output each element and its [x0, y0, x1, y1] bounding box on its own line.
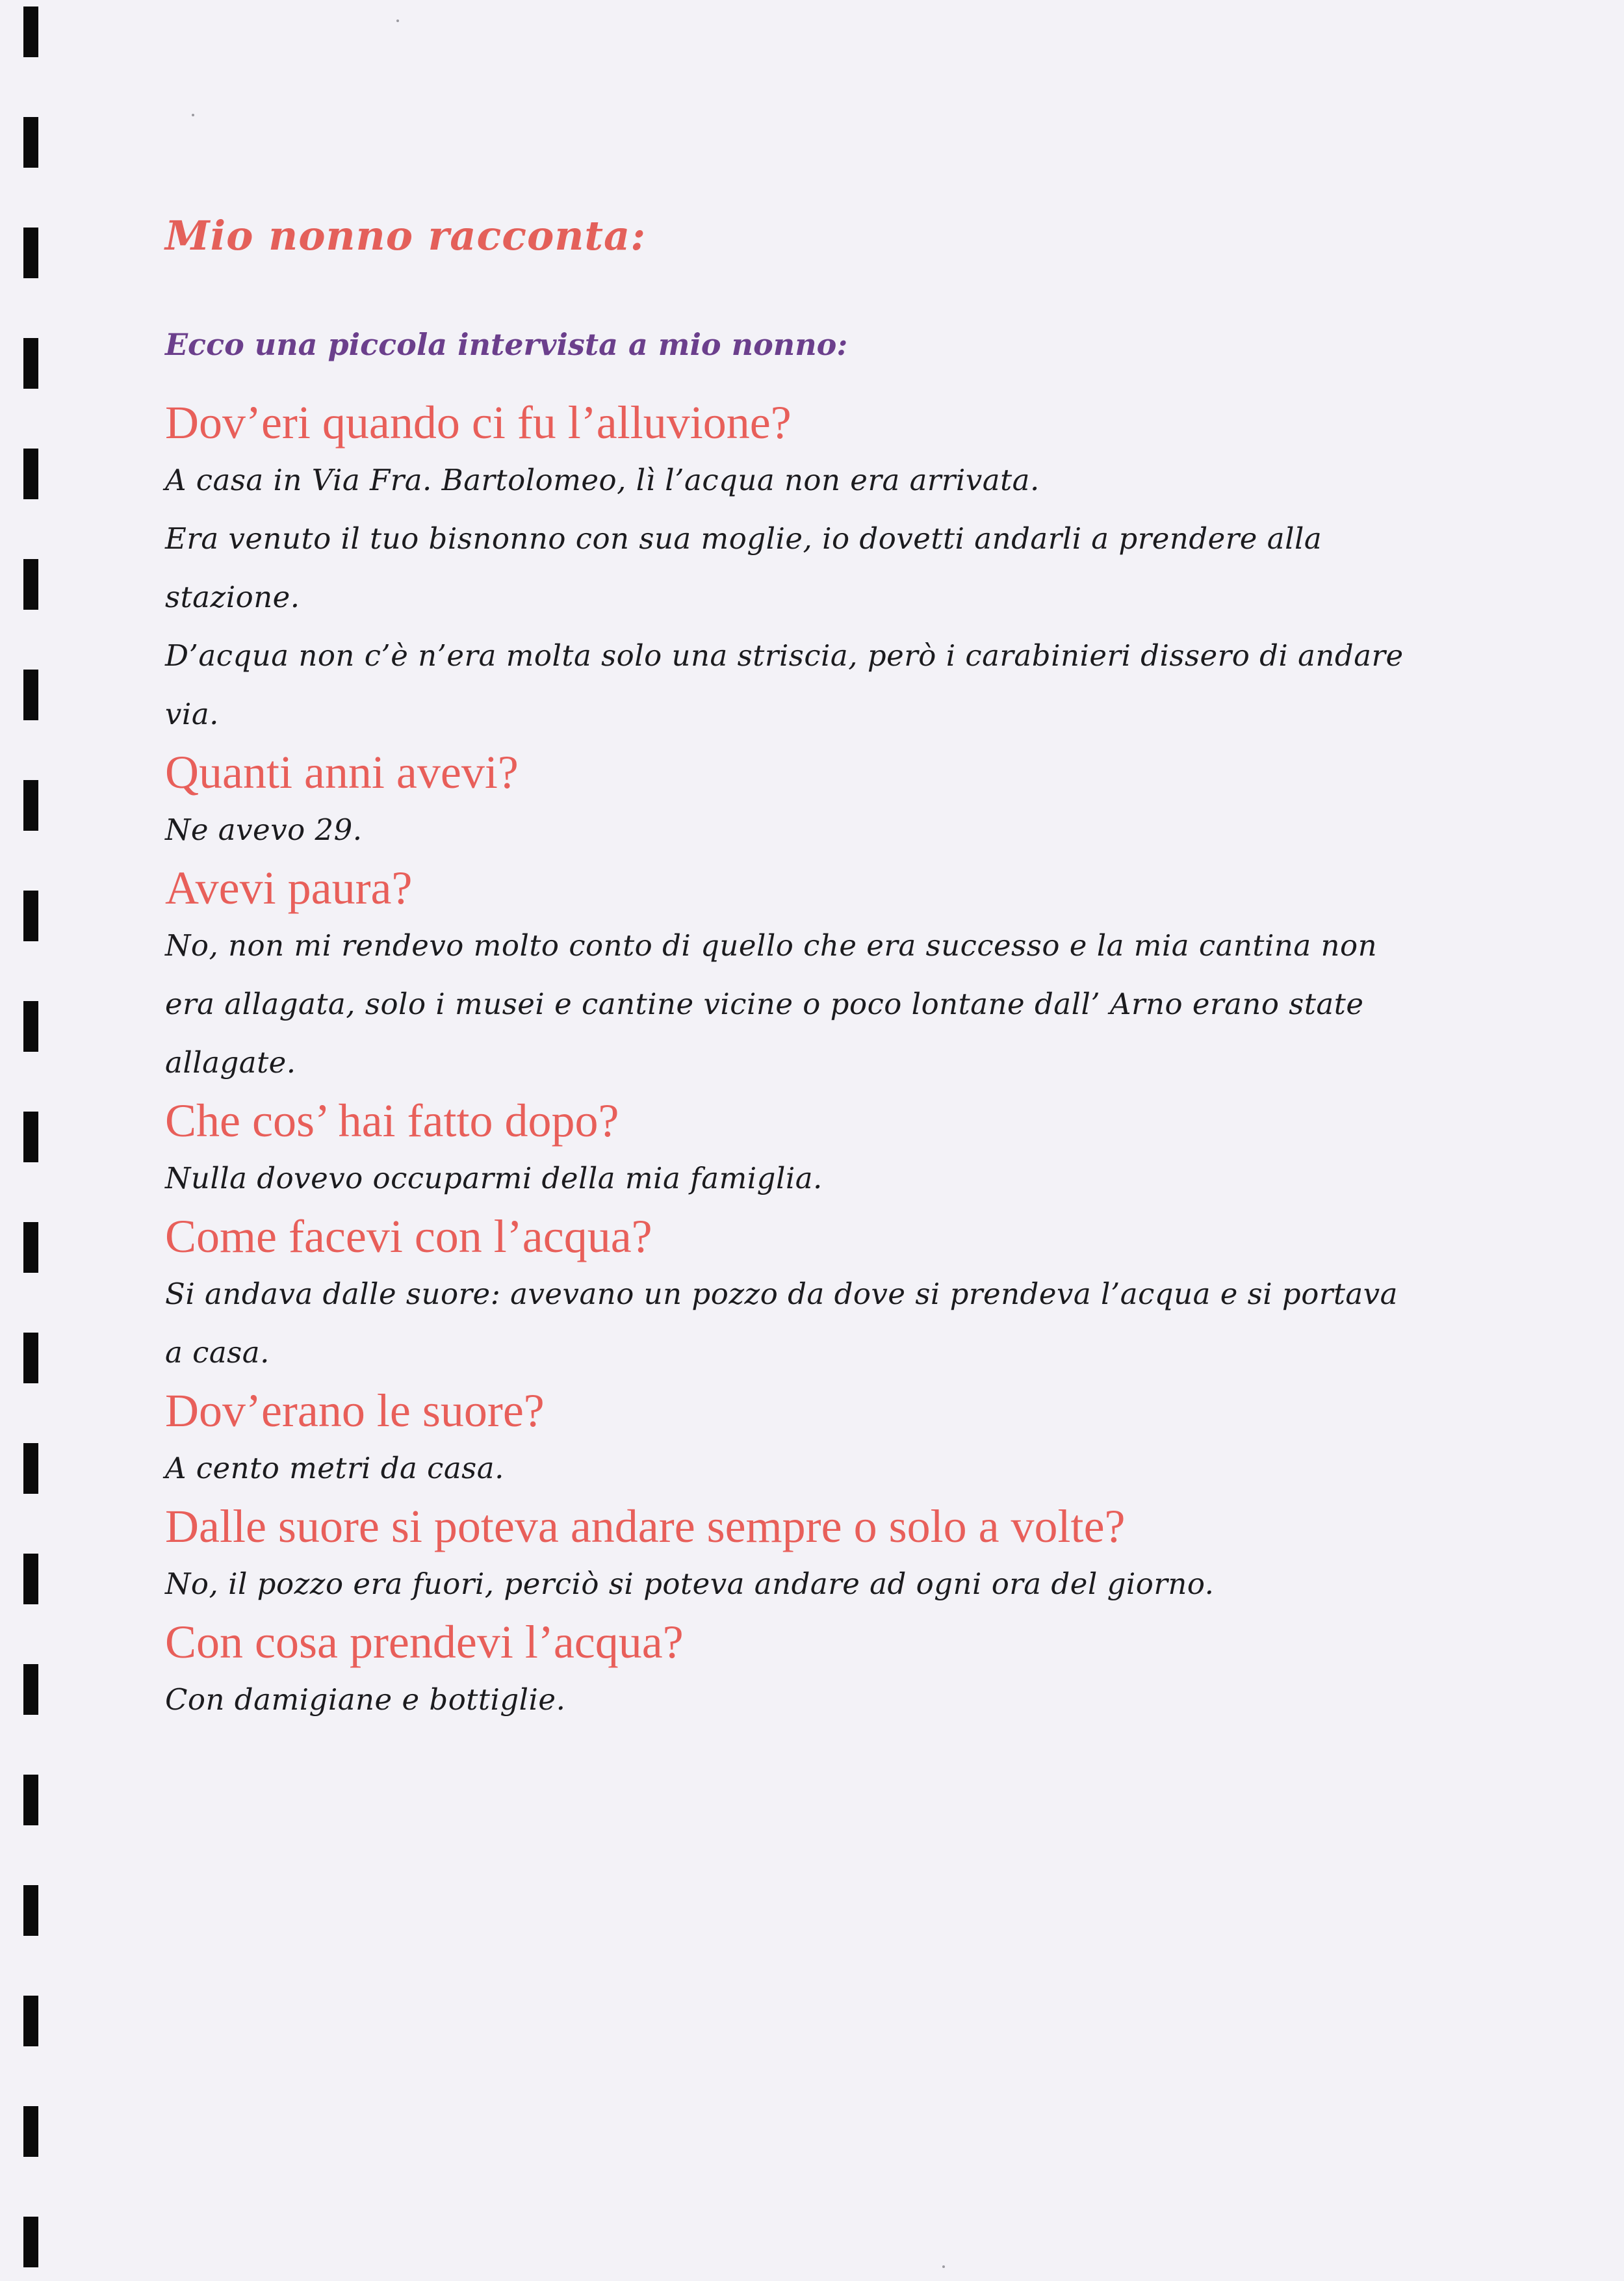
binding-hole	[23, 1222, 38, 1273]
qa-item	[165, 1208, 1497, 1382]
answer-line: A casa in Via Fra. Bartolomeo, lì l’acqua non era arrivata.	[165, 463, 1040, 497]
answer-line: No, il pozzo era fuori, perciò si poteva andare ad ogni ora del giorno.	[165, 1567, 1215, 1601]
paper-speck	[192, 114, 194, 116]
page-subtitle: Ecco una piccola intervista a mio nonno:	[165, 327, 848, 362]
qa-item	[165, 1382, 1497, 1498]
binding-hole	[23, 2217, 38, 2267]
answer-line: No, non mi rendevo molto conto di quello che era successo e la mia cantina non	[165, 928, 1378, 963]
answer-line: Era venuto il tuo bisnonno con sua moglie, io dovetti andarli a prendere alla	[165, 521, 1322, 556]
answer-line: via.	[165, 697, 219, 731]
binding-hole	[23, 1885, 38, 1936]
question: Quanti anni avevi?	[165, 746, 519, 798]
qa-item	[165, 859, 1497, 1092]
question: Con cosa prendevi l’acqua?	[165, 1616, 684, 1668]
binding-hole	[23, 780, 38, 831]
qa-item	[165, 1498, 1497, 1613]
binding-hole	[23, 2106, 38, 2157]
answer-line: Con damigiane e bottiglie.	[165, 1682, 566, 1717]
paper-speck	[942, 2265, 945, 2268]
binding-hole	[23, 7, 38, 57]
binding-hole	[23, 1664, 38, 1715]
binding-hole	[23, 1333, 38, 1383]
question: Dov’eri quando ci fu l’alluvione?	[165, 397, 792, 449]
document-body	[165, 207, 1497, 1729]
paper-speck	[396, 20, 399, 22]
binding-hole	[23, 1112, 38, 1162]
binding-holes	[0, 0, 52, 2281]
page-title: Mio nonno racconta:	[165, 212, 647, 259]
binding-hole	[23, 891, 38, 941]
question: Dov’erano le suore?	[165, 1385, 545, 1437]
binding-hole	[23, 117, 38, 168]
answer-line: A cento metri da casa.	[165, 1451, 504, 1485]
qa-item	[165, 744, 1497, 859]
binding-hole	[23, 559, 38, 610]
question: Avevi paura?	[165, 862, 413, 914]
answer-line: D’acqua non c’è n’era molta solo una striscia, però i carabinieri dissero di andare	[165, 638, 1404, 673]
qa-item	[165, 1613, 1497, 1729]
binding-hole	[23, 1443, 38, 1494]
answer-line: a casa.	[165, 1335, 270, 1370]
binding-hole	[23, 1001, 38, 1052]
binding-hole	[23, 1554, 38, 1604]
binding-hole	[23, 1996, 38, 2046]
qa-item	[165, 1092, 1497, 1208]
binding-hole	[23, 1775, 38, 1825]
question: Come facevi con l’acqua?	[165, 1210, 652, 1262]
qa-item	[165, 394, 1497, 744]
answer-line: Si andava dalle suore: avevano un pozzo da dove si prendeva l’acqua e si portava	[165, 1277, 1398, 1311]
answer-line: Ne avevo 29.	[165, 813, 363, 847]
binding-hole	[23, 449, 38, 499]
binding-hole	[23, 338, 38, 389]
binding-hole	[23, 670, 38, 720]
answer-line: allagate.	[165, 1045, 296, 1080]
question: Che cos’ hai fatto dopo?	[165, 1095, 619, 1147]
answer-line: stazione.	[165, 580, 300, 614]
answer-line: Nulla dovevo occuparmi della mia famiglia.	[165, 1161, 823, 1195]
binding-hole	[23, 228, 38, 278]
answer-line: era allagata, solo i musei e cantine vicine o poco lontane dall’ Arno erano state	[165, 987, 1364, 1021]
question: Dalle suore si poteva andare sempre o solo a volte?	[165, 1500, 1126, 1552]
